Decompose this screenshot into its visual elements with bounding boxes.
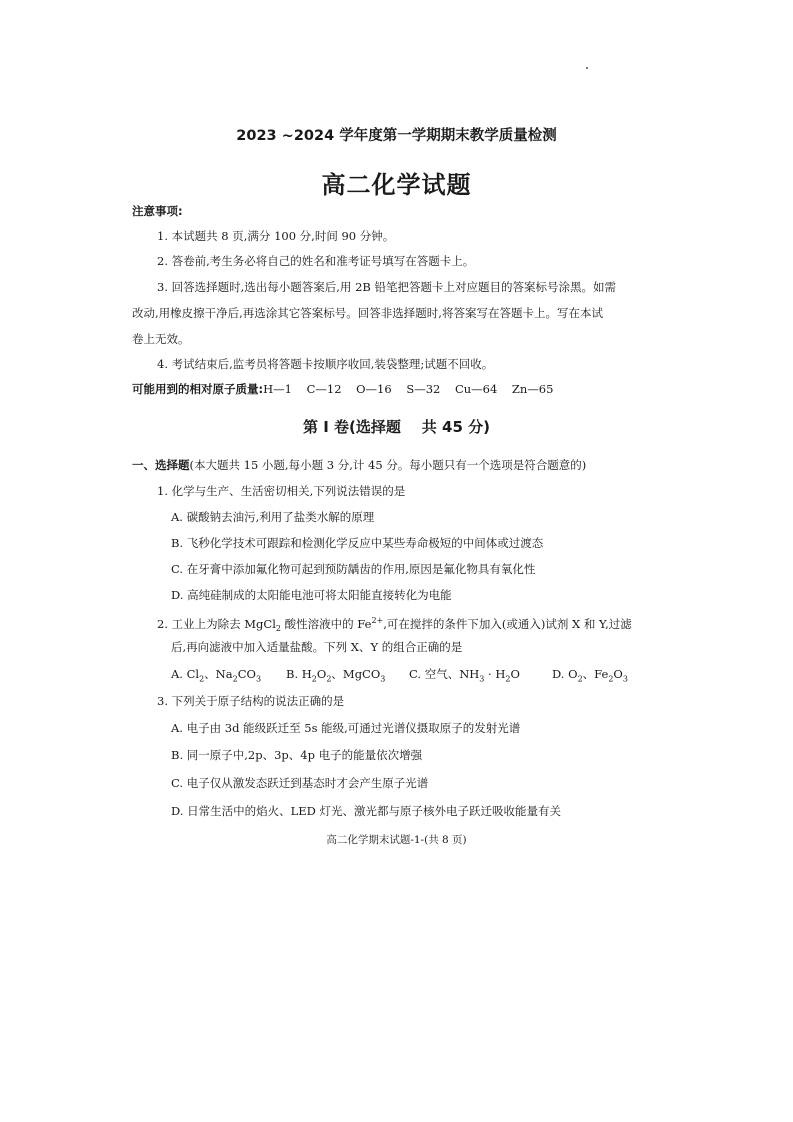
q2-b-text: 、MgCO [331, 667, 381, 681]
section-1-title: 第 Ⅰ 卷(选择题 共 45 分) [303, 418, 490, 436]
atomic-mass-values: H—1 C—12 O—16 S—32 Cu—64 Zn—65 [263, 382, 554, 396]
q2-b-sub: 2 [326, 674, 332, 684]
q2-option-d [552, 667, 628, 686]
q2-a-sub: 3 [255, 674, 262, 684]
q2-c-text: C. 空气、NH [409, 667, 480, 681]
q2-stem-part: ,可在搅拌的条件下加入(或通入)试剂 X 和 Y,过滤 [383, 616, 632, 631]
q2-b-sub: 3 [380, 674, 386, 684]
notice-item-2: 2. 答卷前,考生务必将自己的姓名和准考证号填写在答题卡上。 [157, 254, 475, 268]
notice-item-3-line-1: 3. 回答选择题时,选出每小题答案后,用 2B 铅笔把答题卡上对应题目的答案标号涂黑。如需 [157, 280, 617, 294]
q2-option-a [171, 667, 261, 686]
notice-heading: 注意事项: [132, 204, 183, 218]
exam-subject: 高二化学试题 [321, 171, 472, 199]
notice-item-4: 4. 考试结束后,监考员将答题卡按顺序收回,装袋整理;试题不回收。 [157, 357, 494, 371]
q2-stem-superscript: 2+ [371, 616, 384, 625]
section-1-heading-rest: (本大题共 15 小题,每小题 3 分,计 45 分。每小题只有一个选项是符合题意的) [189, 458, 587, 472]
q2-d-text: O [613, 667, 623, 681]
q2-option-b [286, 667, 385, 686]
notice-item-3-line-3: 卷上无效。 [132, 332, 190, 346]
q2-a-sub: 2 [199, 674, 205, 684]
q2-stem-part: 酸性溶液中的 Fe [281, 616, 372, 631]
q1-option-b: B. 飞秒化学技术可跟踪和检测化学反应中某些寿命极短的中间体或过渡态 [171, 536, 544, 550]
q2-option-c [409, 667, 520, 686]
q3-option-d: D. 日常生活中的焰火、LED 灯光、激光都与原子核外电子跃迁吸收能量有关 [171, 804, 562, 818]
q2-b-sub: 2 [311, 674, 317, 684]
q2-stem-subscript: 2 [275, 624, 281, 634]
q2-b-text: O [316, 667, 327, 681]
q2-d-text: D. O [552, 667, 578, 681]
scan-speck [586, 67, 588, 69]
section-1-heading-bold: 一、选择题 [132, 458, 190, 472]
q2-c-sub: 3 [479, 674, 485, 684]
notice-item-3-line-2: 改动,用橡皮擦干净后,再选涂其它答案标号。回答非选择题时,将答案写在答题卡上。写在本试 [132, 306, 603, 320]
q2-a-text: 、Na [204, 667, 233, 681]
q2-b-text: B. H [286, 667, 312, 681]
q2-c-text: · H [484, 667, 506, 681]
q2-stem-line-2: 后,再向滤液中加入适量盐酸。下列 X、Y 的组合正确的是 [171, 640, 463, 654]
q3-option-c: C. 电子仅从激发态跃迁到基态时才会产生原子光谱 [171, 776, 429, 790]
q3-option-b: B. 同一原子中,2p、3p、4p 电子的能量依次增强 [171, 748, 423, 762]
q2-a-text: A. Cl [171, 667, 200, 681]
notice-item-1: 1. 本试题共 8 页,满分 100 分,时间 90 分钟。 [157, 229, 395, 243]
q2-stem-line-1 [157, 614, 632, 636]
section-1-heading [132, 458, 586, 472]
q3-stem: 3. 下列关于原子结构的说法正确的是 [157, 694, 345, 708]
q1-option-d: D. 高纯硅制成的太阳能电池可将太阳能直接转化为电能 [171, 588, 452, 602]
q1-option-a: A. 碳酸钠去油污,利用了盐类水解的原理 [171, 510, 375, 524]
q2-d-sub: 3 [622, 674, 628, 684]
q1-option-c: C. 在牙膏中添加氟化物可起到预防龋齿的作用,原因是氟化物具有氧化性 [171, 562, 536, 576]
atomic-mass-label: 可能用到的相对原子质量: [132, 382, 264, 396]
atomic-mass-line [132, 382, 553, 396]
q2-d-text: 、Fe [582, 667, 609, 681]
q2-a-sub: 2 [232, 674, 238, 684]
q2-d-sub: 2 [577, 674, 583, 684]
q2-c-text: O [510, 667, 520, 681]
q3-option-a: A. 电子由 3d 能级跃迁至 5s 能级,可通过光谱仪摄取原子的发射光谱 [171, 721, 521, 735]
q2-c-sub: 2 [505, 674, 511, 684]
q2-stem-part: 2. 工业上为除去 MgCl [157, 616, 276, 631]
exam-title: 2023 ~2024 学年度第一学期期末教学质量检测 [236, 128, 557, 144]
q1-stem: 1. 化学与生产、生活密切相关,下列说法错误的是 [157, 484, 406, 498]
q2-d-sub: 2 [608, 674, 614, 684]
q2-a-text: CO [237, 667, 256, 681]
page-footer: 高二化学期末试题-1-(共 8 页) [326, 834, 467, 846]
